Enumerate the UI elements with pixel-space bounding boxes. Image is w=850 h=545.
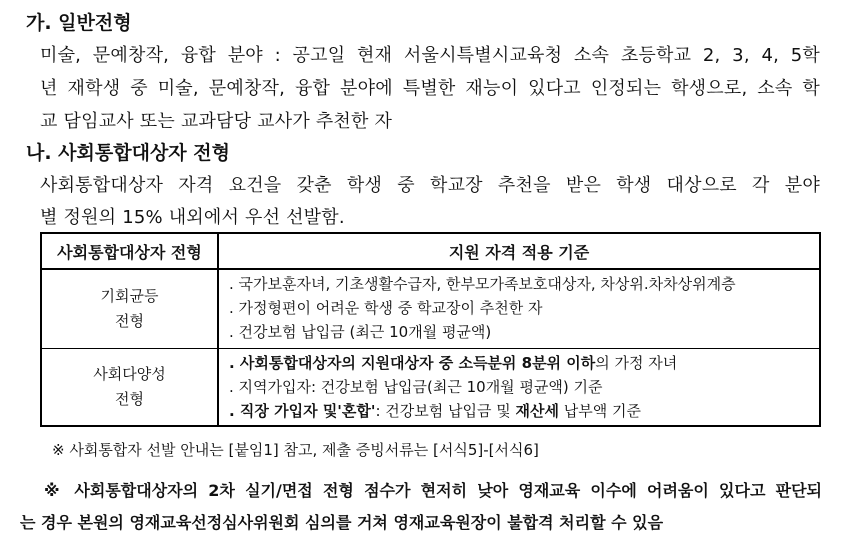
section-b-line-1: 사회통합대상자 자격 요건을 갖춘 학생 중 학교장 추천을 받은 학생 대상으로 각 분야 xyxy=(40,175,820,196)
criteria-item-emphasis: . 사회통합대상자의 지원대상자 중 소득분위 8분위 이하 xyxy=(229,353,596,372)
section-a-line-3: 교 담임교사 또는 교과담당 교사가 추천한 자 xyxy=(40,111,393,132)
warning-line-2: 는 경우 본원의 영재교육선정심사위원회 심의를 거쳐 영재교육원장이 불합격 처리할 수 있음 xyxy=(20,513,664,532)
criteria-table xyxy=(40,232,821,427)
criteria-cell xyxy=(218,348,820,426)
reference-note: ※ 사회통합자 선발 안내는 [붙임1] 참고, 제출 증빙서류는 [서식5]-[서식6] xyxy=(52,441,539,459)
criteria-item-emphasis: . 직장 가입자 및'혼합' xyxy=(229,401,376,420)
type-label: 사회다양성 xyxy=(93,364,166,383)
section-a-line-2: 년 재학생 중 미술, 문예창작, 융합 분야에 특별한 재능이 있다고 인정되는 학생으로, 소속 학 xyxy=(40,78,820,99)
criteria-item: . 국가보훈자녀, 기초생활수급자, 한부모가족보호대상자, 차상위.차차상위계층 xyxy=(229,275,736,293)
criteria-item-text: 납부액 기준 xyxy=(559,401,642,420)
type-label: 기회균등 xyxy=(100,286,159,305)
criteria-item: . 가정형편이 어려운 학생 중 학교장이 추천한 자 xyxy=(229,299,543,317)
section-a-heading: 가. 일반전형 xyxy=(26,12,132,34)
table-row-social-diversity xyxy=(41,348,820,426)
criteria-item xyxy=(229,351,819,375)
header-criteria: 지원 자격 적용 기준 xyxy=(218,233,820,269)
criteria-item-text: 의 가정 자녀 xyxy=(595,353,678,372)
type-cell xyxy=(41,348,218,426)
header-type: 사회통합대상자 전형 xyxy=(41,233,218,269)
criteria-cell xyxy=(218,269,820,348)
table-header-row xyxy=(41,233,820,269)
warning-line-1: ※ 사회통합대상자의 2차 실기/면접 전형 점수가 현저히 낮아 영재교육 이수에 어려움이 있다고 판단되 xyxy=(44,481,822,500)
criteria-item: . 지역가입자: 건강보험 납입금(최근 10개월 평균액) 기준 xyxy=(229,377,603,396)
type-label-suffix: 전형 xyxy=(115,311,144,330)
section-b-heading: 나. 사회통합대상자 전형 xyxy=(26,142,230,164)
criteria-item-emphasis: 재산세 xyxy=(515,401,560,420)
type-cell xyxy=(41,269,218,348)
section-a-line-1: 미술, 문예창작, 융합 분야 : 공고일 현재 서울시특별시교육청 소속 초등학교 2, 3, 4, 5학 xyxy=(40,45,820,66)
criteria-item xyxy=(229,399,819,423)
criteria-item: . 건강보험 납입금 (최근 10개월 평균액) xyxy=(229,323,492,341)
type-label-suffix: 전형 xyxy=(115,389,144,408)
criteria-item-text: : 건강보험 납입금 및 xyxy=(375,401,516,420)
section-b-line-2: 별 정원의 15% 내외에서 우선 선발함. xyxy=(40,207,345,228)
table-row-equal-opportunity xyxy=(41,269,820,348)
